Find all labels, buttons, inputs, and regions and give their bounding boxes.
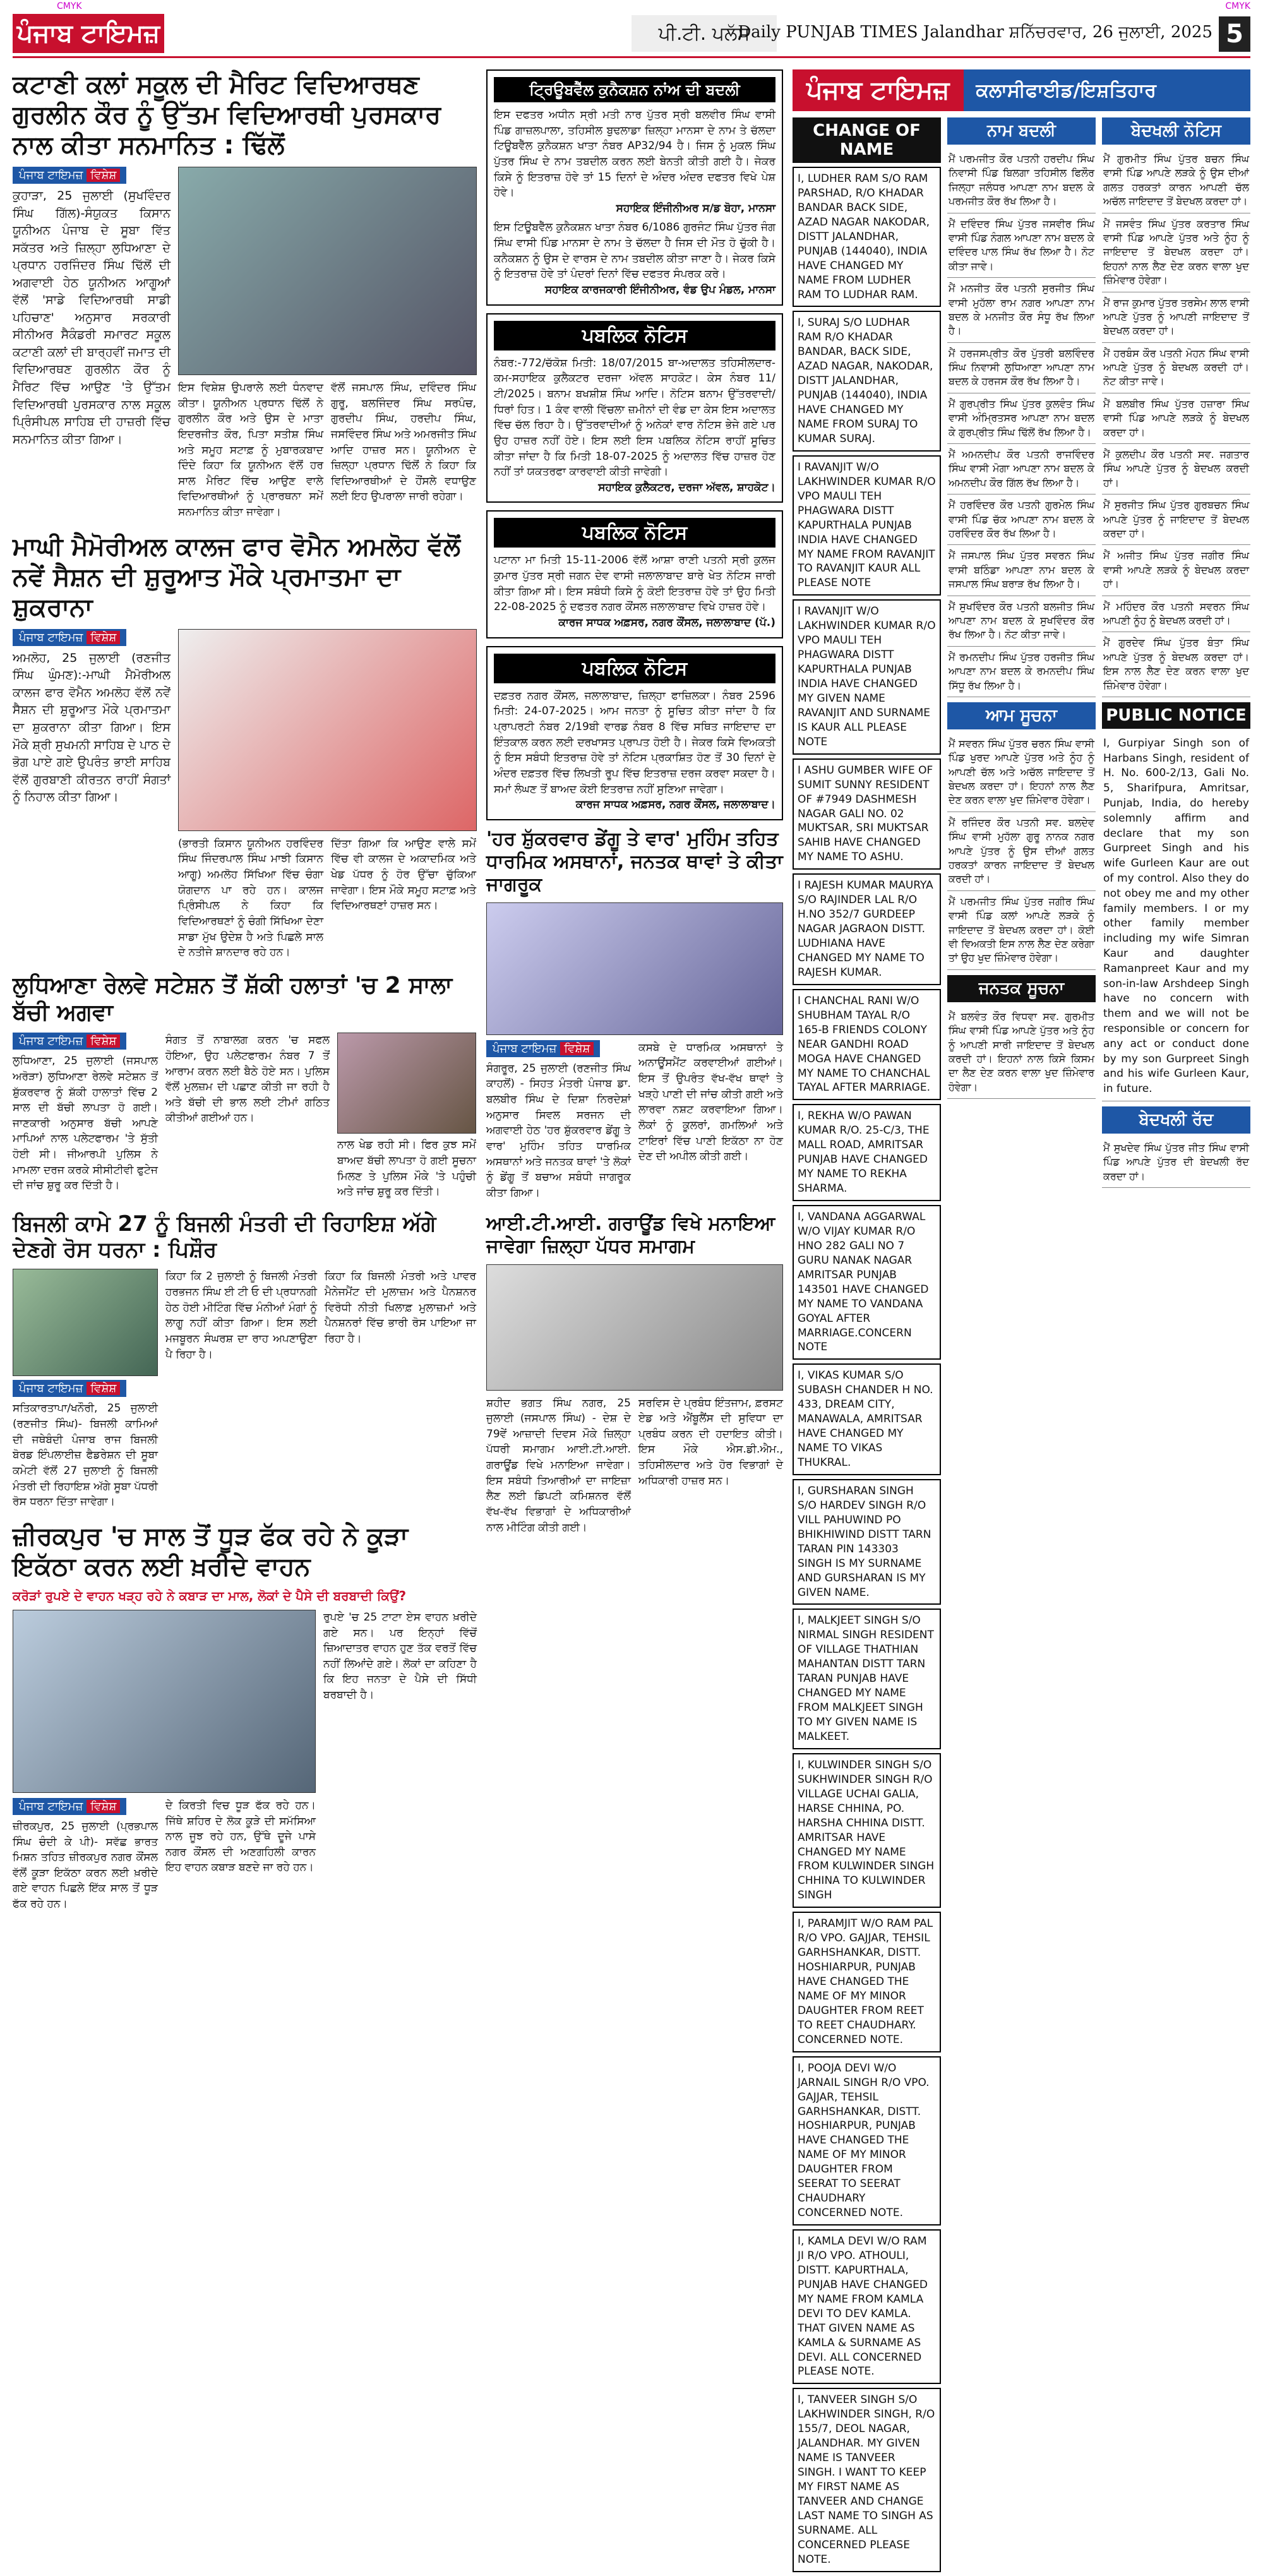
story-body: ਇਸ ਵਿਸ਼ੇਸ਼ ਉਪਰਾਲੇ ਲਈ ਧੰਨਵਾਦ ਕੀਤਾ। ਯੂਨੀਅਨ ਪ੍ਰਧਾਨ ਢਿੱਲੋਂ ਨੇ ਗੁਰਲੀਨ ਕੌਰ ਅਤੇ ਉਸ ਦੇ ਮਾਤਾ ਇਦਰਜੀਤ ਕੌਰ, ਪਿਤਾ ਸਤੀਸ਼ ਸਿੰਘ ਅਤੇ ਸਮੂਹ ਸਟਾਫ਼ ਨੂੰ ਮੁਬਾਰਕਬਾਦ ਦਿੰਦੇ ਕਿਹਾ ਕਿ ਯੂਨੀਅਨ ਵੱਲੋਂ ਹਰ ਸਾਲ ਮੈਰਿਟ ਵਿੱਚ ਆਉਣ ਵਾਲੇ ਵਿਦਿਆਰਥੀਆਂ ਨੂੰ ਪ੍ਰਾਰਥਨਾ ਸਮੇਂ ਸਨਮਾਨਿਤ ਕੀਤਾ ਜਾਵੇਗਾ। (178, 381, 323, 519)
classifieds-section (793, 69, 1250, 2576)
naam-badli-item: ਮੈਂ ਰਮਨਦੀਪ ਸਿੰਘ ਪੁੱਤਰ ਹਰਜੀਤ ਸਿੰਘ ਆਪਣਾ ਨਾਮ ਬਦਲ ਕੇ ਰਮਨਦੀਪ ਸਿੰਘ ਸਿੱਧੂ ਰੱਖ ਲਿਆ ਹੈ। (947, 647, 1096, 697)
bedakhli-item: ਮੈਂ ਮਹਿੰਦਰ ਕੌਰ ਪਤਨੀ ਸਵਰਨ ਸਿੰਘ ਆਪਣੀ ਨੂੰਹ ਨੂੰ ਬੇਦਖਲ ਕਰਦੀ ਹਾਂ। (1102, 596, 1250, 633)
section-name: ਪੀ.ਟੀ. ਪਲੱਸ (632, 15, 777, 52)
story-body: ਅਮਲੋਹ, 25 ਜੁਲਾਈ (ਰਣਜੀਤ ਸਿੰਘ ਘੁੰਮਣ):-ਮਾਘੀ ਮੈਮੋਰੀਅਲ ਕਾਲਜ ਫਾਰ ਵੋਮੈਨ ਅਮਲੋਹ ਵੱਲੋਂ ਨਵੇਂ ਸੈਸ਼ਨ ਦੀ ਸ਼ੁਰੂਆਤ ਮੌਕੇ ਪ੍ਰਮਾਤਮਾ ਦਾ ਸ਼ੁਕਰਾਨਾ ਕੀਤਾ ਗਿਆ। ਇਸ ਮੌਕੇ ਸ਼੍ਰੀ ਸੁਖਮਨੀ ਸਾਹਿਬ ਦੇ ਪਾਠ ਦੇ ਭੋਗ ਪਾਏ ਗਏ ਉਪਰੰਤ ਭਾਈ ਸਾਹਿਬ ਵੱਲੋਂ ਗੁਰਬਾਣੀ ਕੀਰਤਨ ਰਾਹੀਂ ਸੰਗਤਾਂ ਨੂੰ ਨਿਹਾਲ ਕੀਤਾ ਗਿਆ। (13, 650, 171, 805)
notice-signature: ਕਾਰਜ ਸਾਧਕ ਅਫ਼ਸਰ, ਨਗਰ ਕੌਂਸਲ, ਜਲਾਲਾਬਾਦ (ਪੱ.) (558, 616, 775, 630)
story-body: ਰੁਪਏ 'ਚ 25 ਟਾਟਾ ਏਸ ਵਾਹਨ ਖ਼ਰੀਦੇ ਗਏ ਸਨ। ਪਰ ਇਨ੍ਹਾਂ ਵਿੱਚੋਂ ਜ਼ਿਆਦਾਤਰ ਵਾਹਨ ਹੁਣ ਤੱਕ ਵਰਤੋਂ ਵਿੱਚ ਨਹੀਂ ਲਿਆਂਦੇ ਗਏ। ਲੋਕਾਂ ਦਾ ਕਹਿਣਾ ਹੈ ਕਿ ਇਹ ਜਨਤਾ ਦੇ ਪੈਸੇ ਦੀ ਸਿੱਧੀ ਬਰਬਾਦੀ ਹੈ। (323, 1610, 477, 1702)
change-of-name-item: I, LUDHER RAM S/O RAM PARSHAD, R/O KHADAR BANDAR BACK SIDE, AZAD NAGAR NAKODAR, DISTT JALANDHAR, PUNJAB (144040), INDIA HAVE CHANGED MY NAME FROM LUDHER RAM TO LUDHAR RAM. (793, 167, 941, 307)
section-title: PUBLIC NOTICE (1102, 702, 1250, 729)
naam-badli-item: ਮੈਂ ਦਵਿੰਦਰ ਸਿੰਘ ਪੁੱਤਰ ਜਸਵੀਰ ਸਿੰਘ ਵਾਸੀ ਪਿੰਡ ਨੰਗਲ ਆਪਣਾ ਨਾਮ ਬਦਲ ਕੇ ਦਵਿੰਦਰ ਪਾਲ ਸਿੰਘ ਰੱਖ ਲਿਆ ਹੈ। ਨੋਟ ਕੀਤਾ ਜਾਵੇ। (947, 213, 1096, 279)
story-photo (13, 1610, 316, 1793)
section-title: ਜਨਤਕ ਸੂਚਨਾ (947, 975, 1096, 1002)
story-photo (486, 902, 783, 1035)
change-of-name-item: I, GURSHARAN SINGH S/O HARDEV SINGH R/O VILL PAHUWIND PO BHIKHIWIND DISTT TARN TARAN PIN 143303 SINGH IS MY SURNAME AND GURSHARAN IS MY GIVEN NAME. (793, 1479, 941, 1605)
classifieds-col-naam (947, 117, 1096, 2576)
masthead (13, 9, 1250, 58)
classifieds-col-bedakhli (1102, 117, 1250, 2576)
section-title: ਨਾਮ ਬਦਲੀ (947, 117, 1096, 145)
byline-badge: ਪੰਜਾਬ ਟਾਇਮਜ਼ ਵਿਸ਼ੇਸ਼ (13, 1033, 126, 1050)
story-body: ਨਾਲ ਖੇਡ ਰਹੀ ਸੀ। ਫਿਰ ਕੁਝ ਸਮੇਂ ਬਾਅਦ ਬੱਚੀ ਲਾਪਤਾ ਹੋ ਗਈ ਸੂਚਨਾ ਮਿਲਣ ਤੇ ਪੁਲਿਸ ਮੌਕੇ 'ਤੇ ਪਹੁੰਚੀ ਅਤੇ ਜਾਂਚ ਸ਼ੁਰੂ ਕਰ ਦਿੱਤੀ। (337, 1139, 476, 1199)
story-headline: ਕਟਾਣੀ ਕਲਾਂ ਸਕੂਲ ਦੀ ਮੈਰਿਟ ਵਿਦਿਆਰਥਣ ਗੁਰਲੀਨ ਕੌਰ ਨੂੰ ਉੱਤਮ ਵਿਦਿਆਰਥੀ ਪੁਰਸਕਾਰ ਨਾਲ ਕੀਤਾ ਸਨਮਾਨਿਤ : ਢਿੱਲੋਂ (13, 70, 441, 160)
dateline: Daily PUNJAB TIMES Jalandhar ਸ਼ਨਿੱਚਰਵਾਰ, 26 ਜੁਲਾਈ, 2025 (738, 23, 1212, 42)
bedakhli-item: ਮੈਂ ਬਲਬੀਰ ਸਿੰਘ ਪੁੱਤਰ ਹਜ਼ਾਰਾ ਸਿੰਘ ਵਾਸੀ ਪਿੰਡ ਆਪਣੇ ਲੜਕੇ ਨੂੰ ਬੇਦਖਲ ਕਰਦਾ ਹਾਂ। (1102, 393, 1250, 444)
naam-badli-item: ਮੈਂ ਪਰਮਜੀਤ ਕੌਰ ਪਤਨੀ ਹਰਦੀਪ ਸਿੰਘ ਨਿਵਾਸੀ ਪਿੰਡ ਬਿਲਗਾ ਤਹਿਸੀਲ ਫਿਲੌਰ ਜਿਲ੍ਹਾ ਜਲੰਧਰ ਆਪਣਾ ਨਾਮ ਬਦਲ ਕੇ ਪਰਮਜੀਤ ਕੌਰ ਰੱਖ ਲਿਆ ਹੈ। (947, 148, 1096, 213)
bedakhli-list (1102, 148, 1250, 697)
change-of-name-item: I CHANCHAL RANI W/O SHUBHAM TAYAL R/O 165-B FRIENDS COLONY NEAR GANDHI ROAD MOGA HAVE CHANGED MY NAME TO CHANCHAL TAYAL AFTER MARRIAGE. (793, 989, 941, 1101)
notice-title: ਪਬਲਿਕ ਨੋਟਿਸ (494, 654, 775, 683)
notice-signature: ਕਾਰਜ ਸਾਧਕ ਅਫ਼ਸਰ, ਨਗਰ ਕੌਂਸਲ, ਜਲਾਲਾਬਾਦ। (575, 798, 775, 812)
bedakhli-radd-text: ਮੈਂ ਸੁਖਦੇਵ ਸਿੰਘ ਪੁੱਤਰ ਜੀਤ ਸਿੰਘ ਵਾਸੀ ਪਿੰਡ ਆਪਣੇ ਪੁੱਤਰ ਦੀ ਬੇਦਖਲੀ ਰੱਦ ਕਰਦਾ ਹਾਂ। (1102, 1137, 1250, 1188)
notice-title: ਟ੍ਰਿਊਬਵੈੱਲ ਕੁਨੈਕਸ਼ਨ ਨਾਂਅ ਦੀ ਬਦਲੀ (494, 77, 775, 102)
section-title: ਆਮ ਸੂਚਨਾ (947, 702, 1096, 729)
column-middle (486, 69, 783, 1547)
story-maghi-college (13, 532, 477, 961)
aam-suchna-list (947, 733, 1096, 970)
story-headline: ਲੁਧਿਆਣਾ ਰੇਲਵੇ ਸਟੇਸ਼ਨ ਤੋਂ ਸ਼ੱਕੀ ਹਲਾਤਾਂ 'ਚ 2 ਸਾਲਾ ਬੱਚੀ ਅਗਵਾ (13, 972, 453, 1026)
notice-title: ਪਬਲਿਕ ਨੋਟਿਸ (494, 321, 775, 350)
story-body: ਕਿਹਾ ਕਿ 2 ਜੁਲਾਈ ਨੂੰ ਬਿਜਲੀ ਮੰਤਰੀ ਹਰਭਜਨ ਸਿੰਘ ਈ ਟੀ ਓ ਦੀ ਪ੍ਰਧਾਨਗੀ ਹੇਠ ਹੋਈ ਮੀਟਿੰਗ ਵਿੱਚ ਮੰਨੀਆਂ ਮੰਗਾਂ ਨੂੰ ਲਾਗੂ ਨਹੀਂ ਕੀਤਾ ਗਿਆ। ਇਸ ਲਈ ਮਜਬੂਰਨ ਸੰਘਰਸ਼ ਦਾ ਰਾਹ ਅਪਣਾਉਣਾ ਪੈ ਰਿਹਾ ਹੈ। (165, 1270, 317, 1361)
naam-badli-item: ਮੈਂ ਮਨਜੀਤ ਕੌਰ ਪਤਨੀ ਸੁਰਜੀਤ ਸਿੰਘ ਵਾਸੀ ਮੁਹੱਲਾ ਰਾਮ ਨਗਰ ਆਪਣਾ ਨਾਮ ਬਦਲ ਕੇ ਮਨਜੀਤ ਕੌਰ ਸੰਧੂ ਰੱਖ ਲਿਆ ਹੈ। (947, 278, 1096, 343)
story-electricity (13, 1211, 477, 1510)
naam-badli-item: ਮੈਂ ਜਸਪਾਲ ਸਿੰਘ ਪੁੱਤਰ ਸਵਰਨ ਸਿੰਘ ਵਾਸੀ ਬਠਿੰਡਾ ਆਪਣਾ ਨਾਮ ਬਦਲ ਕੇ ਜਸਪਾਲ ਸਿੰਘ ਬਰਾੜ ਰੱਖ ਲਿਆ ਹੈ। (947, 545, 1096, 596)
story-body: ਕੁਹਾੜਾ, 25 ਜੁਲਾਈ (ਸੁਖਵਿੰਦਰ ਸਿੰਘ ਗਿੱਲ)-ਸੰਯੁਕਤ ਕਿਸਾਨ ਯੂਨੀਅਨ ਪੰਜਾਬ ਦੇ ਸੂਬਾ ਵਿੱਤ ਸਕੱਤਰ ਅਤੇ ਜ਼ਿਲ੍ਹਾ ਲੁਧਿਆਣਾ ਦੇ ਪ੍ਰਧਾਨ ਹਰਜਿੰਦਰ ਸਿੰਘ ਢਿੱਲੋਂ ਦੀ ਅਗਵਾਈ ਹੇਠ ਯੂਨੀਅਨ ਆਗੂਆਂ ਵੱਲੋਂ 'ਸਾਡੇ ਵਿਦਿਆਰਥੀ ਸਾਡੀ ਪਹਿਚਾਣ' ਅਨੁਸਾਰ ਸਰਕਾਰੀ ਸੀਨੀਅਰ ਸੈਕੰਡਰੀ ਸਮਾਰਟ ਸਕੂਲ ਕਟਾਣੀ ਕਲਾਂ ਦੀ ਬਾਰ੍ਹਵੀਂ ਜਮਾਤ ਦੀ ਵਿਦਿਆਰਥਣ ਗੁਰਲੀਨ ਕੌਰ ਨੂੰ ਮੈਰਿਟ ਵਿੱਚ ਆਉਣ 'ਤੇ ਉੱਤਮ ਵਿਦਿਆਰਥੀ ਪੁਰਸਕਾਰ ਨਾਲ ਸਕੂਲ ਪ੍ਰਿੰਸੀਪਲ ਸਾਹਿਬ ਦੀ ਹਾਜ਼ਰੀ ਵਿੱਚ ਸਨਮਾਨਿਤ ਕੀਤਾ ਗਿਆ। (13, 189, 171, 446)
story-headline: ਜ਼ੀਰਕਪੁਰ 'ਚ ਸਾਲ ਤੋਂ ਧੂੜ ਫੱਕ ਰਹੇ ਨੇ ਕੂੜਾ ਇਕੱਠਾ ਕਰਨ ਲਈ ਖ਼ਰੀਦੇ ਵਾਹਨ (13, 1521, 409, 1581)
story-body: ਸੰਗਤ ਤੋਂ ਨਾਬਾਲਗ ਕਰਨ 'ਚ ਸਫਲ ਹੋਇਆ, ਉਹ ਪਲੇਟਫਾਰਮ ਨੰਬਰ 7 ਤੋਂ ਆਰਾਮ ਕਰਨ ਲਈ ਬੈਠੇ ਹੋਏ ਸਨ। ਪੁਲਿਸ ਵੱਲੋਂ ਮੁਲਜ਼ਮ ਦੀ ਪਛਾਣ ਕੀਤੀ ਜਾ ਰਹੀ ਹੈ ਅਤੇ ਬੱਚੀ ਦੀ ਭਾਲ ਲਈ ਟੀਮਾਂ ਗਠਿਤ ਕੀਤੀਆਂ ਗਈਆਂ ਹਨ। (165, 1034, 330, 1125)
byline-badge: ਪੰਜਾਬ ਟਾਇਮਜ਼ ਵਿਸ਼ੇਸ਼ (13, 629, 126, 646)
bedakhli-item: ਮੈਂ ਰਾਜ ਕੁਮਾਰ ਪੁੱਤਰ ਤਰਸੇਮ ਲਾਲ ਵਾਸੀ ਆਪਣੇ ਪੁੱਤਰ ਨੂੰ ਆਪਣੀ ਜਾਇਦਾਦ ਤੋਂ ਬੇਦਖਲ ਕਰਦਾ ਹਾਂ। (1102, 292, 1250, 343)
change-of-name-item: I, VANDANA AGGARWAL W/O VIJAY KUMAR R/O HNO 282 GALI NO 7 GURU NANAK NAGAR AMRITSAR PUNJAB 143501 HAVE CHANGED MY NAME TO VANDANA GOYAL AFTER MARRIAGE.CONCERN NOTE (793, 1205, 941, 1360)
change-of-name-item: I, PARAMJIT W/O RAM PAL R/O VPO. GAJJAR, TEHSIL GARHSHANKAR, DISTT. HOSHIARPUR, PUNJAB HAVE CHANGED THE NAME OF MY MINOR DAUGHTER FROM REET TO REET CHAUDHARY. CONCERNED NOTE. (793, 1912, 941, 2052)
change-of-name-item: I, KULWINDER SINGH S/O SUKHWINDER SINGH R/O VILLAGE UCHAI GALIA, HARSE CHHINA, PO. HARSHA CHHINA DISTT. AMRITSAR HAVE CHANGED MY NAME FROM KULWINDER SINGH CHHINA TO KULWINDER SINGH (793, 1753, 941, 1908)
bedakhli-item: ਮੈਂ ਜਸਵੰਤ ਸਿੰਘ ਪੁੱਤਰ ਕਰਤਾਰ ਸਿੰਘ ਵਾਸੀ ਪਿੰਡ ਆਪਣੇ ਪੁੱਤਰ ਅਤੇ ਨੂੰਹ ਨੂੰ ਜਾਇਦਾਦ ਤੋਂ ਬੇਦਖਲ ਕਰਦਾ ਹਾਂ। ਇਹਨਾਂ ਨਾਲ ਲੈਣ ਦੇਣ ਕਰਨ ਵਾਲਾ ਖੁਦ ਜ਼ਿੰਮੇਵਾਰ ਹੋਵੇਗਾ। (1102, 213, 1250, 292)
notice-body: ਦਫ਼ਤਰ ਨਗਰ ਕੌਂਸਲ, ਜਲਾਲਾਬਾਦ, ਜ਼ਿਲ੍ਹਾ ਫਾਜ਼ਿਲਕਾ। ਨੰਬਰ 2596 ਮਿਤੀ: 24-07-2025। ਆਮ ਜਨਤਾ ਨੂੰ ਸੂਚਿਤ ਕੀਤਾ ਜਾਂਦਾ ਹੈ ਕਿ ਪ੍ਰਾਪਰਟੀ ਨੰਬਰ 2/19ਬੀ ਵਾਰਡ ਨੰਬਰ 8 ਵਿੱਚ ਸਥਿਤ ਜਾਇਦਾਦ ਦਾ ਇੰਤਕਾਲ ਕਰਨ ਲਈ ਦਰਖਾਸਤ ਪ੍ਰਾਪਤ ਹੋਈ ਹੈ। ਜੇਕਰ ਕਿਸੇ ਵਿਅਕਤੀ ਨੂੰ ਇਸ ਸਬੰਧੀ ਇਤਰਾਜ਼ ਹੋਵੇ ਤਾਂ ਨੋਟਿਸ ਪ੍ਰਕਾਸ਼ਿਤ ਹੋਣ ਤੋਂ 30 ਦਿਨਾਂ ਦੇ ਅੰਦਰ ਦਫ਼ਤਰ ਵਿੱਚ ਲਿਖਤੀ ਰੂਪ ਵਿੱਚ ਇਤਰਾਜ਼ ਦਰਜ ਕਰਵਾ ਸਕਦਾ ਹੈ। ਸਮਾਂ ਲੰਘਣ ਤੋਂ ਬਾਅਦ ਕੋਈ ਇਤਰਾਜ਼ ਨਹੀਂ ਸੁਣਿਆ ਜਾਵੇਗਾ। (494, 689, 775, 796)
classifieds-subtitle: ਕਲਾਸੀਫਾਈਡ/ਇਸ਼ਤਿਹਾਰ (976, 79, 1156, 102)
notice-public-2 (486, 510, 783, 638)
story-body: (ਭਾਰਤੀ ਕਿਸਾਨ ਯੂਨੀਅਨ ਹਰਵਿੰਦਰ ਸਿੰਘ ਜਿੰਦਰਪਾਲ ਸਿੰਘ ਮਾਝੀ ਕਿਸਾਨ ਆਗੂ) ਅਮਲੋਹ ਸਿੱਖਿਆ ਵਿੱਚ ਚੰਗਾ ਯੋਗਦਾਨ ਪਾ ਰਹੇ ਹਨ। ਕਾਲਜ ਪ੍ਰਿੰਸੀਪਲ ਨੇ ਕਿਹਾ ਕਿ ਵਿਦਿਆਰਥਣਾਂ ਨੂੰ ਚੰਗੀ ਸਿੱਖਿਆ ਦੇਣਾ ਸਾਡਾ ਮੁੱਖ ਉਦੇਸ਼ ਹੈ ਅਤੇ ਪਿਛਲੇ ਸਾਲ ਦੇ ਨਤੀਜੇ ਸ਼ਾਨਦਾਰ ਰਹੇ ਹਨ। (178, 837, 323, 959)
change-of-name-item: I, KAMLA DEVI W/O RAM JI R/O VPO. ATHOULI, DISTT. KAPURTHALA, PUNJAB HAVE CHANGED MY NAME FROM KAMLA DEVI TO DEV KAMLA. THAT GIVEN NAME AS KAMLA & SURNAME AS DEVI. ALL CONCERNED PLEASE NOTE. (793, 2229, 941, 2384)
bedakhli-item: ਮੈਂ ਗੁਰਮੀਤ ਸਿੰਘ ਪੁੱਤਰ ਬਚਨ ਸਿੰਘ ਵਾਸੀ ਪਿੰਡ ਆਪਣੇ ਲੜਕੇ ਨੂੰ ਉਸ ਦੀਆਂ ਗਲਤ ਹਰਕਤਾਂ ਕਾਰਨ ਆਪਣੀ ਚੱਲ ਅਚੱਲ ਜਾਇਦਾਦ ਤੋਂ ਬੇਦਖਲ ਕਰਦਾ ਹਾਂ। (1102, 148, 1250, 213)
story-body: ਸ਼ਹੀਦ ਭਗਤ ਸਿੰਘ ਨਗਰ, 25 ਜੁਲਾਈ (ਜਸਪਾਲ ਸਿੰਘ) - ਦੇਸ਼ ਦੇ 79ਵੇਂ ਆਜ਼ਾਦੀ ਦਿਵਸ ਮੌਕੇ ਜ਼ਿਲ੍ਹਾ ਪੱਧਰੀ ਸਮਾਗਮ ਆਈ.ਟੀ.ਆਈ. ਗਰਾਊਂਡ ਵਿਖੇ ਮਨਾਇਆ ਜਾਵੇਗਾ। ਇਸ ਸਬੰਧੀ ਤਿਆਰੀਆਂ ਦਾ ਜਾਇਜ਼ਾ ਲੈਣ ਲਈ ਡਿਪਟੀ ਕਮਿਸ਼ਨਰ ਵੱਲੋਂ ਵੱਖ-ਵੱਖ ਵਿਭਾਗਾਂ ਦੇ ਅਧਿਕਾਰੀਆਂ ਨਾਲ ਮੀਟਿੰਗ ਕੀਤੀ ਗਈ। (486, 1396, 631, 1534)
notice-body: ਇਸ ਦਫਤਰ ਅਧੀਨ ਸ੍ਰੀ ਮਤੀ ਨਾਰ ਪੁੱਤਰ ਸ੍ਰੀ ਬਲਵੀਰ ਸਿੰਘ ਵਾਸੀ ਪਿੰਡ ਗਾਜ਼ਲਪਾਲਾ, ਤਹਿਸੀਲ ਬੁਢਲਾਡਾ ਜ਼ਿਲ੍ਹਾ ਮਾਨਸਾ ਦੇ ਨਾਮ ਤੇ ਚੱਲਦਾ ਟਿਊਬਵੈੱਲ ਕੁਨੈਕਸ਼ਨ ਖਾਤਾ ਨੰਬਰ AP32/94 ਹੈ। ਜਿਸ ਨੂੰ ਮੁਕਲ ਸਿੰਘ ਪੁੱਤਰ ਸਿੰਘ ਦੇ ਨਾਮ ਤਬਦੀਲ ਕਰਨ ਲਈ ਬੇਨਤੀ ਕੀਤੀ ਗਈ ਹੈ। ਜੇਕਰ ਕਿਸੇ ਨੂੰ ਇਤਰਾਜ਼ ਹੋਵੇ ਤਾਂ 15 ਦਿਨਾਂ ਦੇ ਅੰਦਰ ਅੰਦਰ ਦਫਤਰ ਵਿਖੇ ਪੇਸ਼ ਹੋਵੇ। (494, 109, 775, 200)
byline-badge: ਪੰਜਾਬ ਟਾਇਮਜ਼ ਵਿਸ਼ੇਸ਼ (486, 1040, 600, 1057)
change-of-name-item: I, SURAJ S/O LUDHAR RAM R/O KHADAR BANDAR, BACK SIDE, AZAD NAGAR, NAKODAR, DISTT JALANDHAR, PUNJAB (144040), INDIA HAVE CHANGED MY NAME FROM SURAJ TO KUMAR SURAJ. (793, 311, 941, 451)
section-title: ਬੇਦਖਲੀ ਰੱਦ (1102, 1106, 1250, 1134)
story-headline: ਮਾਘੀ ਮੈਮੋਰੀਅਲ ਕਾਲਜ ਫਾਰ ਵੋਮੈਨ ਅਮਲੋਹ ਵੱਲੋਂ ਨਵੇਂ ਸੈਸ਼ਨ ਦੀ ਸ਼ੁਰੂਆਤ ਮੌਕੇ ਪ੍ਰਮਾਤਮਾ ਦਾ ਸ਼ੁਕਰਾਨਾ (13, 532, 461, 622)
story-body: ਕਸਬੇ ਦੇ ਧਾਰਮਿਕ ਅਸਥਾਨਾਂ ਤੇ ਅਨਾਊਂਸਮੈਂਟ ਕਰਵਾਈਆਂ ਗਈਆਂ। ਇਸ ਤੋਂ ਉਪਰੰਤ ਵੱਖ-ਵੱਖ ਥਾਵਾਂ ਤੇ ਖੜ੍ਹੇ ਪਾਣੀ ਦੀ ਜਾਂਚ ਕੀਤੀ ਗਈ ਅਤੇ ਲਾਰਵਾ ਨਸ਼ਟ ਕਰਵਾਇਆ ਗਿਆ। ਲੋਕਾਂ ਨੂੰ ਕੂਲਰਾਂ, ਗਮਲਿਆਂ ਅਤੇ ਟਾਇਰਾਂ ਵਿੱਚ ਪਾਣੀ ਇਕੱਠਾ ਨਾ ਹੋਣ ਦੇਣ ਦੀ ਅਪੀਲ ਕੀਤੀ ਗਈ। (638, 1041, 783, 1163)
notice-signature: ਸਹਾਇਕ ਕੁਲੈਕਟਰ, ਦਰਜਾ ਅੱਵਲ, ਸ਼ਾਹਕੋਟ। (598, 481, 775, 494)
bedakhli-item: ਮੈਂ ਗੁਰਦੇਵ ਸਿੰਘ ਪੁੱਤਰ ਬੰਤਾ ਸਿੰਘ ਆਪਣੇ ਪੁੱਤਰ ਨੂੰ ਬੇਦਖਲ ਕਰਦਾ ਹਾਂ। ਇਸ ਨਾਲ ਲੈਣ ਦੇਣ ਕਰਨ ਵਾਲਾ ਖੁਦ ਜ਼ਿੰਮੇਵਾਰ ਹੋਵੇਗਾ। (1102, 632, 1250, 697)
public-notice-text: I, Gurpiyar Singh son of Harbans Singh, resident of H. No. 600-2/13, Gali No. 5, Sharifpura, Amritsar, Punjab, India, do hereby solemnly affirm and declare that my son Gurpreet Singh and his wife Gurleen Kaur are out of my control. Also they do not obey me and my other family members. I or my other family member including my wife Simran Kaur and daughter Ramanpreet Kaur and my son-in-law Arshdeep Singh have no concern with them and we will not be responsible or concern for any act or conduct done by my son Gurpreet Singh and his wife Gurleen Kaur, in future. (1102, 733, 1250, 1101)
classifieds-header (793, 69, 1250, 111)
story-photo (337, 1033, 476, 1134)
story-iti-ground (486, 1213, 783, 1536)
notice-signature: ਸਹਾਇਕ ਕਾਰਜਕਾਰੀ ਇੰਜੀਨੀਅਰ, ਵੰਡ ਉਪ ਮੰਡਲ, ਮਾਨਸਾ (544, 284, 775, 297)
notice-body: ਨੰਬਰ:-772/ਚੱਕੋਸ਼ ਮਿਤੀ: 18/07/2015 ਬਾ-ਅਦਾਲਤ ਤਹਿਸੀਲਦਾਰ-ਕਮ-ਸਹਾਇਕ ਕੁਲੈਕਟਰ ਦਰਜਾ ਅੱਵਲ ਸਾਹਕੋਟ। ਕੇਸ ਨੰਬਰ 11/ਟੀ/2025। ਬਨਾਮ ਬਖਸ਼ੀਸ਼ ਸਿੰਘ ਆਦਿ। ਨੋਟਿਸ ਬਨਾਮ ਉੱਤਰਵਾਦੀ/ਧਿਰਾਂ ਹਿਤ। 1 ਕੰਵ ਵਾਲੀ ਵਿੱਚਲਾ ਜ਼ਮੀਨਾਂ ਦੀ ਵੰਡ ਦਾ ਕੇਸ ਇਸ ਅਦਾਲਤ ਵਿੱਚ ਚੱਲ ਰਿਹਾ ਹੈ। ਉੱਤਰਵਾਦੀਆਂ ਨੂੰ ਅਨੇਕਾਂ ਵਾਰ ਨੋਟਿਸ ਭੇਜੇ ਗਏ ਪਰ ਉਹ ਹਾਜ਼ਰ ਨਹੀਂ ਹੋਏ। ਇਸ ਲਈ ਇਸ ਪਬਲਿਕ ਨੋਟਿਸ ਰਾਹੀਂ ਸੂਚਿਤ ਕੀਤਾ ਜਾਂਦਾ ਹੈ ਕਿ ਮਿਤੀ 18-07-2025 ਨੂੰ ਅਦਾਲਤ ਵਿੱਚ ਹਾਜ਼ਰ ਹੋਣ ਨਹੀਂ ਤਾਂ ਯਕਤਰਫਾ ਕਾਰਵਾਈ ਕੀਤੀ ਜਾਵੇਗੀ। (494, 356, 775, 479)
story-body: ਲੁਧਿਆਣਾ, 25 ਜੁਲਾਈ (ਜਸਪਾਲ ਅਰੋੜਾ) ਲੁਧਿਆਣਾ ਰੇਲਵੇ ਸਟੇਸ਼ਨ ਤੋਂ ਸ਼ੁੱਕਰਵਾਰ ਨੂੰ ਸ਼ੱਕੀ ਹਾਲਾਤਾਂ ਵਿੱਚ 2 ਸਾਲ ਦੀ ਬੱਚੀ ਲਾਪਤਾ ਹੋ ਗਈ। ਜਾਣਕਾਰੀ ਅਨੁਸਾਰ ਬੱਚੀ ਆਪਣੇ ਮਾਪਿਆਂ ਨਾਲ ਪਲੇਟਫਾਰਮ 'ਤੇ ਸੁੱਤੀ ਹੋਈ ਸੀ। ਜੀਆਰਪੀ ਪੁਲਿਸ ਨੇ ਮਾਮਲਾ ਦਰਜ ਕਰਕੇ ਸੀਸੀਟੀਵੀ ਫੁਟੇਜ ਦੀ ਜਾਂਚ ਸ਼ੁਰੂ ਕਰ ਦਿੱਤੀ ਹੈ। (13, 1055, 158, 1192)
story-body: ਸਤਿਕਾਰਤਾਪਾ/ਖਨੌਰੀ, 25 ਜੁਲਾਈ (ਰਣਜੀਤ ਸਿੰਘ)- ਬਿਜਲੀ ਕਾਮਿਆਂ ਦੀ ਜਥੇਬੰਦੀ ਪੰਜਾਬ ਰਾਜ ਬਿਜਲੀ ਬੋਰਡ ਇੰਪਲਾਈਜ਼ ਫੈਡਰੇਸ਼ਨ ਦੀ ਸੂਬਾ ਕਮੇਟੀ ਵੱਲੋਂ 27 ਜੁਲਾਈ ਨੂੰ ਬਿਜਲੀ ਮੰਤਰੀ ਦੀ ਰਿਹਾਇਸ਼ ਅੱਗੇ ਸੂਬਾ ਪੱਧਰੀ ਰੋਸ ਧਰਨਾ ਦਿੱਤਾ ਜਾਵੇਗਾ। (13, 1402, 158, 1509)
janatak-suchna-list (947, 1006, 1096, 1099)
janatak-suchna-item: ਮੈਂ ਬਲਵੰਤ ਕੌਰ ਵਿਧਵਾ ਸਵ. ਗੁਰਮੀਤ ਸਿੰਘ ਵਾਸੀ ਪਿੰਡ ਆਪਣੇ ਪੁੱਤਰ ਅਤੇ ਨੂੰਹ ਨੂੰ ਆਪਣੀ ਸਾਰੀ ਜਾਇਦਾਦ ਤੋਂ ਬੇਦਖਲ ਕਰਦੀ ਹਾਂ। ਇਹਨਾਂ ਨਾਲ ਕਿਸੇ ਕਿਸਮ ਦਾ ਲੈਣ ਦੇਣ ਕਰਨ ਵਾਲਾ ਖੁਦ ਜ਼ਿੰਮੇਵਾਰ ਹੋਵੇਗਾ। (947, 1006, 1096, 1099)
bedakhli-item: ਮੈਂ ਕੁਲਦੀਪ ਕੌਰ ਪਤਨੀ ਸਵ. ਜਗਤਾਰ ਸਿੰਘ ਆਪਣੇ ਪੁੱਤਰ ਨੂੰ ਬੇਦਖਲ ਕਰਦੀ ਹਾਂ। (1102, 444, 1250, 494)
naam-badli-item: ਮੈਂ ਹਰਵਿੰਦਰ ਕੌਰ ਪਤਨੀ ਗੁਰਮੇਲ ਸਿੰਘ ਵਾਸੀ ਪਿੰਡ ਚੱਕ ਆਪਣਾ ਨਾਮ ਬਦਲ ਕੇ ਹਰਵਿੰਦਰ ਕੌਰ ਰੱਖ ਲਿਆ ਹੈ। (947, 494, 1096, 545)
story-gurleen (13, 69, 477, 520)
masthead-logo: ਪੰਜਾਬ ਟਾਇਮਜ਼ (13, 14, 164, 53)
change-of-name-item: I, TANVEER SINGH S/O LAKHWINDER SINGH, R/O 155/7, DEOL NAGAR, JALANDHAR. MY GIVEN NAME IS TANVEER SINGH. I WANT TO KEEP MY FIRST NAME AS TANVEER AND CHANGE LAST NAME TO SINGH AS SURNAME. ALL CONCERNED PLEASE NOTE. (793, 2388, 941, 2572)
story-headline: ਆਈ.ਟੀ.ਆਈ. ਗਰਾਊਂਡ ਵਿਖੇ ਮਨਾਇਆ ਜਾਵੇਗਾ ਜ਼ਿਲ੍ਹਾ ਪੱਧਰ ਸਮਾਗਮ (486, 1212, 775, 1257)
page-number: 5 (1219, 16, 1250, 52)
change-of-name-item: I ASHU GUMBER WIFE OF SUMIT SUNNY RESIDENT OF #7949 DASHMESH NAGAR GALI NO. 02 MUKTSAR, SRI MUKTSAR SAHIB HAVE CHANGED MY NAME TO ASHU. (793, 758, 941, 870)
story-body: ਜ਼ੀਰਕਪੁਰ, 25 ਜੁਲਾਈ (ਪ੍ਰਭਪਾਲ ਸਿੰਘ ਚੰਦੀ ਕੇ ਪੀ)- ਸਵੱਛ ਭਾਰਤ ਮਿਸ਼ਨ ਤਹਿਤ ਜ਼ੀਰਕਪੁਰ ਨਗਰ ਕੌਂਸਲ ਵੱਲੋਂ ਕੂੜਾ ਇਕੱਠਾ ਕਰਨ ਲਈ ਖ਼ਰੀਦੇ ਗਏ ਵਾਹਨ ਪਿਛਲੇ ਇੱਕ ਸਾਲ ਤੋਂ ਧੂੜ ਫੱਕ ਰਹੇ ਹਨ। (13, 1819, 158, 1911)
section-title: ਬੇਦਖਲੀ ਨੋਟਿਸ (1102, 117, 1250, 145)
aam-suchna-item: ਮੈਂ ਸਵਰਨ ਸਿੰਘ ਪੁੱਤਰ ਚਰਨ ਸਿੰਘ ਵਾਸੀ ਪਿੰਡ ਖੁਰਦ ਆਪਣੇ ਪੁੱਤਰ ਅਤੇ ਨੂੰਹ ਨੂੰ ਆਪਣੀ ਚੱਲ ਅਤੇ ਅਚੱਲ ਜਾਇਦਾਦ ਤੋਂ ਬੇਦਖਲ ਕਰਦਾ ਹਾਂ। ਇਹਨਾਂ ਨਾਲ ਲੈਣ ਦੇਣ ਕਰਨ ਵਾਲਾ ਖੁਦ ਜ਼ਿੰਮੇਵਾਰ ਹੋਵੇਗਾ। (947, 733, 1096, 812)
naam-badli-item: ਮੈਂ ਹਰਜਸਪ੍ਰੀਤ ਕੌਰ ਪੁੱਤਰੀ ਬਲਵਿੰਦਰ ਸਿੰਘ ਨਿਵਾਸੀ ਲੁਧਿਆਣਾ ਆਪਣਾ ਨਾਮ ਬਦਲ ਕੇ ਹਰਜਸ ਕੌਰ ਰੱਖ ਲਿਆ ਹੈ। (947, 343, 1096, 393)
notice-body: ਪਟਾਨਾ ਮਾ ਮਿਤੀ 15-11-2006 ਵੱਲੋਂ ਆਸ਼ਾ ਰਾਣੀ ਪਤਨੀ ਸ੍ਰੀ ਕੁਲਜ ਕੁਮਾਰ ਪੁੱਤਰ ਸ੍ਰੀ ਜਗਨ ਦੇਵ ਵਾਸੀ ਜਲਾਲਾਬਾਦ ਬਾਰੇ ਖੇਤ ਨੋਟਿਸ ਜਾਰੀ ਕੀਤਾ ਗਿਆ ਸੀ। ਇਸ ਸਬੰਧੀ ਕਿਸੇ ਨੂੰ ਕੋਈ ਇਤਰਾਜ਼ ਹੋਵੇ ਤਾਂ ਉਹ ਮਿਤੀ 22-08-2025 ਨੂੰ ਦਫਤਰ ਨਗਰ ਕੌਂਸਲ ਜਲਾਲਾਬਾਦ ਵਿਖੇ ਹਾਜ਼ਰ ਹੋਵੇ। (494, 554, 775, 614)
byline-badge: ਪੰਜਾਬ ਟਾਇਮਜ਼ ਵਿਸ਼ੇਸ਼ (13, 167, 126, 184)
cmyk-mark: CMYK (1225, 1, 1250, 11)
naam-badli-item: ਮੈਂ ਅਮਨਦੀਪ ਕੌਰ ਪਤਨੀ ਰਾਜਵਿੰਦਰ ਸਿੰਘ ਵਾਸੀ ਮੋਗਾ ਆਪਣਾ ਨਾਮ ਬਦਲ ਕੇ ਅਮਨਦੀਪ ਕੌਰ ਗਿੱਲ ਰੱਖ ਲਿਆ ਹੈ। (947, 444, 1096, 494)
notice-public-3 (486, 646, 783, 820)
change-of-name-item: I, VIKAS KUMAR S/O SUBASH CHANDER H NO. 433, DREAM CITY, MANAWALA, AMRITSAR HAVE CHANGED MY NAME TO VIKAS THUKRAL. (793, 1363, 941, 1475)
change-of-name-item: I, POOJA DEVI W/O JARNAIL SINGH R/O VPO. GAJJAR, TEHSIL GARHSHANKAR, DISTT. HOSHIARPUR, PUNJAB HAVE CHANGED THE NAME OF MY MINOR DAUGHTER FROM SEERAT TO SEERAT CHAUDHARY CONCERNED NOTE. (793, 2056, 941, 2226)
story-headline: 'ਹਰ ਸ਼ੁੱਕਰਵਾਰ ਡੇਂਗੂ ਤੇ ਵਾਰ' ਮੁਹਿੰਮ ਤਹਿਤ ਧਾਰਮਿਕ ਅਸਥਾਨਾਂ, ਜਨਤਕ ਥਾਵਾਂ ਤੇ ਕੀਤਾ ਜਾਗਰੂਕ (486, 827, 783, 896)
bedakhli-item: ਮੈਂ ਅਜੀਤ ਸਿੰਘ ਪੁੱਤਰ ਜਗੀਰ ਸਿੰਘ ਵਾਸੀ ਆਪਣੇ ਲੜਕੇ ਨੂੰ ਬੇਦਖਲ ਕਰਦਾ ਹਾਂ। (1102, 545, 1250, 596)
story-body: ਦੇ ਕਿਰਤੀ ਵਿਚ ਧੂੜ ਫੱਕ ਰਹੇ ਹਨ। ਜਿੱਥੇ ਸ਼ਹਿਰ ਦੇ ਲੋਕ ਕੂੜੇ ਦੀ ਸਮੱਸਿਆ ਨਾਲ ਜੂਝ ਰਹੇ ਹਨ, ਉੱਥੇ ਦੂਜੇ ਪਾਸੇ ਨਗਰ ਕੌਂਸਲ ਦੀ ਅਣਗਹਿਲੀ ਕਾਰਨ ਇਹ ਵਾਹਨ ਕਬਾੜ ਬਣਦੇ ਜਾ ਰਹੇ ਹਨ। (165, 1799, 316, 1874)
change-of-name-item: I RAJESH KUMAR MAURYA S/O RAJINDER LAL R/O H.NO 352/7 GURDEEP NAGAR JAGRAON DISTT. LUDHIANA HAVE CHANGED MY NAME TO RAJESH KUMAR. (793, 873, 941, 985)
story-headline: ਬਿਜਲੀ ਕਾਮੇ 27 ਨੂੰ ਬਿਜਲੀ ਮੰਤਰੀ ਦੀ ਰਿਹਾਇਸ਼ ਅੱਗੇ ਦੇਣਗੇ ਰੋਸ ਧਰਨਾ : ਪਿਸ਼ੌਰ (13, 1211, 436, 1262)
story-body: ਦਿੱਤਾ ਗਿਆ ਕਿ ਆਉਣ ਵਾਲੇ ਸਮੇਂ ਵਿੱਚ ਵੀ ਕਾਲਜ ਦੇ ਅਕਾਦਮਿਕ ਅਤੇ ਖੇਡ ਪੱਧਰ ਨੂੰ ਹੋਰ ਉੱਚਾ ਚੁੱਕਿਆ ਜਾਵੇਗਾ। ਇਸ ਮੌਕੇ ਸਮੂਹ ਸਟਾਫ਼ ਅਤੇ ਵਿਦਿਆਰਥਣਾਂ ਹਾਜ਼ਰ ਸਨ। (331, 837, 476, 913)
story-photo (486, 1264, 783, 1391)
byline-badge: ਪੰਜਾਬ ਟਾਇਮਜ਼ ਵਿਸ਼ੇਸ਼ (13, 1798, 126, 1815)
story-photo (178, 629, 477, 831)
notice-tubewell (486, 69, 783, 306)
cmyk-mark: CMYK (57, 1, 82, 11)
notice-title: ਪਬਲਿਕ ਨੋਟਿਸ (494, 518, 775, 548)
naam-badli-list (947, 148, 1096, 697)
notice-body: ਇਸ ਟਿਊਬਵੈੱਲ ਕੁਨੈਕਸ਼ਨ ਖਾਤਾ ਨੰਬਰ 6/1086 ਗੁਰਜੰਟ ਸਿੰਘ ਪੁੱਤਰ ਜੰਗ ਸਿੰਘ ਵਾਸੀ ਪਿੰਡ ਮਾਨਸਾ ਦੇ ਨਾਮ ਤੇ ਚੱਲਦਾ ਹੈ ਜਿਸ ਦੀ ਮੌਤ ਹੋ ਚੁੱਕੀ ਹੈ। ਕਨੈਕਸ਼ਨ ਨੂੰ ਉਸ ਦੇ ਵਾਰਸ ਦੇ ਨਾਮ ਤਬਦੀਲ ਕੀਤਾ ਜਾਣਾ ਹੈ। ਜੇਕਰ ਕਿਸੇ ਨੂੰ ਇਤਰਾਜ਼ ਹੋਵੇ ਤਾਂ ਪੰਦਰਾਂ ਦਿਨਾਂ ਵਿੱਚ ਦਫਤਰ ਸੰਪਰਕ ਕਰੇ। (494, 221, 775, 281)
story-zirakpur (13, 1521, 477, 1912)
section-title: CHANGE OF NAME (793, 117, 941, 163)
naam-badli-item: ਮੈਂ ਗੁਰਪ੍ਰੀਤ ਸਿੰਘ ਪੁੱਤਰ ਕੁਲਵੰਤ ਸਿੰਘ ਵਾਸੀ ਅੰਮ੍ਰਿਤਸਰ ਆਪਣਾ ਨਾਮ ਬਦਲ ਕੇ ਗੁਰਪ੍ਰੀਤ ਸਿੰਘ ਢਿੱਲੋਂ ਰੱਖ ਲਿਆ ਹੈ। (947, 393, 1096, 444)
classifieds-col-change (793, 117, 941, 2576)
aam-suchna-item: ਮੈਂ ਰਜਿੰਦਰ ਕੌਰ ਪਤਨੀ ਸਵ. ਬਲਦੇਵ ਸਿੰਘ ਵਾਸੀ ਮੁਹੱਲਾ ਗੁਰੂ ਨਾਨਕ ਨਗਰ ਆਪਣੇ ਪੁੱਤਰ ਨੂੰ ਉਸ ਦੀਆਂ ਗਲਤ ਹਰਕਤਾਂ ਕਾਰਨ ਜਾਇਦਾਦ ਤੋਂ ਬੇਦਖਲ ਕਰਦੀ ਹਾਂ। (947, 812, 1096, 891)
change-of-name-item: I RAVANJIT W/O LAKHWINDER KUMAR R/O VPO MAULI TEH PHAGWARA DISTT KAPURTHALA PUNJAB INDIA HAVE CHANGED MY GIVEN NAME RAVANJIT AND SURNAME IS KAUR ALL PLEASE NOTE (793, 599, 941, 754)
story-body: ਸਰਵਿਸ ਦੇ ਪ੍ਰਬੰਧ ਇੰਤਜਾਮ, ਫ਼ਰਸਟ ਏਡ ਅਤੇ ਐਂਬੂਲੈਂਸ ਦੀ ਸੁਵਿਧਾ ਦਾ ਪ੍ਰਬੰਧ ਕਰਨ ਦੀ ਹਦਾਇਤ ਕੀਤੀ। ਇਸ ਮੌਕੇ ਐਸ.ਡੀ.ਐਮ., ਤਹਿਸੀਲਦਾਰ ਅਤੇ ਹੋਰ ਵਿਭਾਗਾਂ ਦੇ ਅਧਿਕਾਰੀ ਹਾਜ਼ਰ ਸਨ। (638, 1396, 783, 1487)
bedakhli-item: ਮੈਂ ਹਰਬੰਸ ਕੌਰ ਪਤਨੀ ਮੋਹਨ ਸਿੰਘ ਵਾਸੀ ਆਪਣੇ ਪੁੱਤਰ ਨੂੰ ਬੇਦਖਲ ਕਰਦੀ ਹਾਂ। ਨੋਟ ਕੀਤਾ ਜਾਵੇ। (1102, 343, 1250, 393)
bedakhli-item: ਮੈਂ ਸੁਰਜੀਤ ਸਿੰਘ ਪੁੱਤਰ ਗੁਰਬਚਨ ਸਿੰਘ ਆਪਣੇ ਪੁੱਤਰ ਨੂੰ ਜਾਇਦਾਦ ਤੋਂ ਬੇਦਖਲ ਕਰਦਾ ਹਾਂ। (1102, 494, 1250, 545)
story-dengue (486, 828, 783, 1201)
naam-badli-item: ਮੈਂ ਸੁਖਵਿੰਦਰ ਕੌਰ ਪਤਨੀ ਬਲਜੀਤ ਸਿੰਘ ਆਪਣਾ ਨਾਮ ਬਦਲ ਕੇ ਸੁਖਵਿੰਦਰ ਕੌਰ ਰੱਖ ਲਿਆ ਹੈ। ਨੋਟ ਕੀਤਾ ਜਾਵੇ। (947, 596, 1096, 647)
classifieds-brand: ਪੰਜਾਬ ਟਾਇਮਜ਼ (793, 69, 964, 111)
story-body: ਸੰਗਰੂਰ, 25 ਜੁਲਾਈ (ਰਣਜੀਤ ਸਿੰਘ ਕਾਹਲੋਂ) - ਸਿਹਤ ਮੰਤਰੀ ਪੰਜਾਬ ਡਾ. ਬਲਬੀਰ ਸਿੰਘ ਦੇ ਦਿਸ਼ਾ ਨਿਰਦੇਸ਼ਾਂ ਅਨੁਸਾਰ ਸਿਵਲ ਸਰਜਨ ਦੀ ਅਗਵਾਈ ਹੇਠ 'ਹਰ ਸ਼ੁੱਕਰਵਾਰ ਡੇਂਗੂ ਤੇ ਵਾਰ' ਮੁਹਿੰਮ ਤਹਿਤ ਧਾਰਮਿਕ ਅਸਥਾਨਾਂ ਅਤੇ ਜਨਤਕ ਥਾਵਾਂ 'ਤੇ ਲੋਕਾਂ ਨੂੰ ਡੇਂਗੂ ਤੋਂ ਬਚਾਅ ਸਬੰਧੀ ਜਾਗਰੂਕ ਕੀਤਾ ਗਿਆ। (486, 1062, 631, 1199)
story-body: ਕਿਹਾ ਕਿ ਬਿਜਲੀ ਮੰਤਰੀ ਅਤੇ ਪਾਵਰ ਮੈਨੇਜਮੈਂਟ ਦੀ ਮੁਲਾਜ਼ਮ ਅਤੇ ਪੈਨਸ਼ਨਰ ਵਿਰੋਧੀ ਨੀਤੀ ਖਿਲਾਫ਼ ਮੁਲਾਜ਼ਮਾਂ ਅਤੇ ਪੈਨਸ਼ਨਰਾਂ ਵਿੱਚ ਭਾਰੀ ਰੋਸ ਪਾਇਆ ਜਾ ਰਿਹਾ ਹੈ। (325, 1270, 476, 1345)
notice-signature: ਸਹਾਇਕ ਇੰਜੀਨੀਅਰ ਸ/ਡ ਬੋਹਾ, ਮਾਨਸਾ (616, 201, 775, 215)
change-of-name-list (793, 167, 941, 2572)
story-body: ਵੱਲੋਂ ਜਸਪਾਲ ਸਿੰਘ, ਦਵਿੰਦਰ ਸਿੰਘ ਗੁਰੂ, ਬਲਜਿੰਦਰ ਸਿੰਘ ਸਰਪੰਚ, ਗੁਰਦੀਪ ਸਿੰਘ, ਹਰਦੀਪ ਸਿੰਘ, ਜਸਵਿੰਦਰ ਸਿੰਘ ਅਤੇ ਅਮਰਜੀਤ ਸਿੰਘ ਆਦਿ ਹਾਜ਼ਰ ਸਨ। ਯੂਨੀਅਨ ਦੇ ਜ਼ਿਲ੍ਹਾ ਪ੍ਰਧਾਨ ਢਿੱਲੋਂ ਨੇ ਕਿਹਾ ਕਿ ਵਿਦਿਆਰਥੀਆਂ ਦੇ ਹੌਂਸਲੇ ਵਧਾਉਣ ਲਈ ਇਹ ਉਪਰਾਲਾ ਜਾਰੀ ਰਹੇਗਾ। (331, 381, 476, 503)
change-of-name-item: I, REKHA W/O PAWAN KUMAR R/O. 25-C/3, THE MALL ROAD, AMRITSAR PUNJAB HAVE CHANGED MY NAME TO REKHA SHARMA. (793, 1104, 941, 1201)
change-of-name-item: I RAVANJIT W/O LAKHWINDER KUMAR R/O VPO MAULI TEH PHAGWARA DISTT KAPURTHALA PUNJAB INDIA HAVE CHANGED MY NAME FROM RAVANJIT TO RAVANJIT KAUR ALL PLEASE NOTE (793, 455, 941, 596)
story-subhead: ਕਰੋੜਾਂ ਰੁਪਏ ਦੇ ਵਾਹਨ ਖੜ੍ਹ ਰਹੇ ਨੇ ਕਬਾੜ ਦਾ ਮਾਲ, ਲੋਕਾਂ ਦੇ ਪੈਸੇ ਦੀ ਬਰਬਾਦੀ ਕਿਉਂ? (13, 1588, 407, 1603)
byline-badge: ਪੰਜਾਬ ਟਾਇਮਜ਼ ਵਿਸ਼ੇਸ਼ (13, 1380, 126, 1397)
story-photo (13, 1269, 158, 1376)
notice-public-1 (486, 313, 783, 503)
column-left (13, 69, 477, 1924)
story-photo (178, 167, 477, 375)
aam-suchna-item: ਮੈਂ ਪਰਮਜੀਤ ਸਿੰਘ ਪੁੱਤਰ ਜਗੀਰ ਸਿੰਘ ਵਾਸੀ ਪਿੰਡ ਕਲਾਂ ਆਪਣੇ ਲੜਕੇ ਨੂੰ ਜਾਇਦਾਦ ਤੋਂ ਬੇਦਖਲ ਕਰਦਾ ਹਾਂ। ਕੋਈ ਵੀ ਵਿਅਕਤੀ ਇਸ ਨਾਲ ਲੈਣ ਦੇਣ ਕਰੇਗਾ ਤਾਂ ਉਹ ਖੁਦ ਜ਼ਿੰਮੇਵਾਰ ਹੋਵੇਗਾ। (947, 891, 1096, 970)
story-railway-kidnap (13, 972, 477, 1200)
change-of-name-item: I, MALKJEET SINGH S/O NIRMAL SINGH RESIDENT OF VILLAGE THATHIAN MAHANTAN DISTT TARN TARAN PUNJAB HAVE CHANGED MY NAME FROM MALKJEET SINGH TO MY GIVEN NAME IS MALKEET. (793, 1609, 941, 1749)
